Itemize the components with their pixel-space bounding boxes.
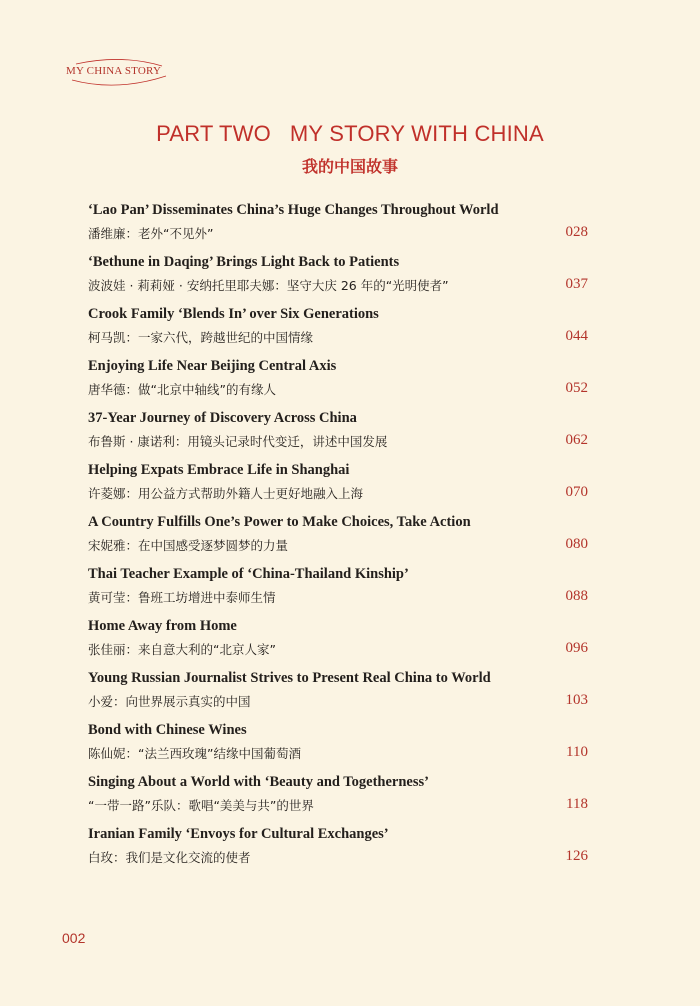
toc-entry[interactable]: [88, 514, 588, 566]
footer-page-number: 002: [62, 930, 86, 946]
toc-entry-chinese-title: 宋妮雅：在中国感受逐梦圆梦的力量: [88, 538, 289, 553]
toc-entry-title: Young Russian Journalist Strives to Present Real China to World: [88, 670, 491, 686]
toc-entry-title: Thai Teacher Example of ‘China-Thailand Kinship’: [88, 566, 409, 582]
toc-entry-chinese-title: 潘维廉：老外“不见外”: [88, 226, 214, 241]
toc-entry-chinese-title: 许菱娜：用公益方式帮助外籍人士更好地融入上海: [88, 486, 364, 501]
toc-entry-chinese-title: 黄可莹：鲁班工坊增进中泰师生情: [88, 590, 276, 605]
toc-entry-chinese-title: 小爱：向世界展示真实的中国: [88, 694, 251, 709]
toc-entry[interactable]: [88, 670, 588, 722]
toc-entry-title: Home Away from Home: [88, 618, 237, 634]
part-title: PART TWO MY STORY WITH CHINA: [156, 121, 544, 146]
logo-text: MY CHINA STORY: [66, 65, 162, 77]
toc-entry-title: Singing About a World with ‘Beauty and Togetherness’: [88, 774, 429, 790]
toc-entry-title: A Country Fulfills One’s Power to Make Choices, Take Action: [88, 514, 471, 530]
toc-entry-title: Crook Family ‘Blends In’ over Six Generations: [88, 306, 379, 322]
toc-entry-title: Enjoying Life Near Beijing Central Axis: [88, 358, 337, 374]
toc-entry-page-number: 110: [566, 744, 588, 760]
toc-entry[interactable]: [88, 202, 588, 254]
toc-entry-page-number: 126: [565, 848, 588, 864]
toc-entry[interactable]: [88, 566, 588, 618]
toc-entry-chinese-title: 陈仙妮：“法兰西玫瑰”结缘中国葡萄酒: [88, 746, 301, 761]
toc-entry-page-number: 080: [565, 536, 588, 552]
toc-entry-title: Bond with Chinese Wines: [88, 722, 247, 738]
toc-entry-chinese-title: 白玫：我们是文化交流的使者: [88, 850, 251, 865]
toc-entry-page-number: 044: [565, 328, 588, 344]
toc-entry[interactable]: [88, 826, 588, 878]
toc-entry-page-number: 103: [565, 692, 588, 708]
toc-entry[interactable]: [88, 254, 588, 306]
toc-entry-title: Iranian Family ‘Envoys for Cultural Exchanges’: [88, 826, 389, 842]
toc-entry-chinese-title: 布鲁斯 · 康诺利：用镜头记录时代变迁，讲述中国发展: [88, 434, 388, 449]
toc-entry-chinese-title: 波波娃 · 莉莉娅 · 安纳托里耶夫娜：坚守大庆 26 年的“光明使者”: [88, 278, 449, 293]
toc-entry-page-number: 070: [565, 484, 588, 500]
toc-entry-title: Helping Expats Embrace Life in Shanghai: [88, 462, 350, 478]
toc-entry-title: ‘Lao Pan’ Disseminates China’s Huge Changes Throughout World: [88, 202, 499, 218]
part-subtitle: 我的中国故事: [301, 157, 398, 176]
toc-entry[interactable]: [88, 410, 588, 462]
toc-entry-chinese-title: 唐华德：做“北京中轴线”的有缘人: [88, 382, 276, 397]
toc-entry-page-number: 088: [565, 588, 588, 604]
toc-entry-page-number: 028: [565, 224, 588, 240]
toc-entry[interactable]: [88, 306, 588, 358]
table-of-contents: [88, 202, 588, 878]
toc-entry-page-number: 052: [565, 380, 588, 396]
toc-entry-title: ‘Bethune in Daqing’ Brings Light Back to Patients: [88, 254, 400, 270]
toc-entry-title: 37-Year Journey of Discovery Across China: [88, 410, 357, 426]
header-logo: [62, 52, 172, 92]
toc-entry-page-number: 118: [566, 796, 588, 812]
toc-entry-chinese-title: 柯马凯：一家六代，跨越世纪的中国情缘: [88, 330, 314, 345]
toc-entry-page-number: 037: [565, 276, 588, 292]
toc-entry-page-number: 062: [565, 432, 588, 448]
toc-entry-chinese-title: “一带一路”乐队：歌唱“美美与共”的世界: [88, 798, 314, 813]
toc-entry-page-number: 096: [565, 640, 588, 656]
toc-entry[interactable]: [88, 618, 588, 670]
toc-entry[interactable]: [88, 462, 588, 514]
toc-entry[interactable]: [88, 722, 588, 774]
toc-entry[interactable]: [88, 358, 588, 410]
toc-entry-chinese-title: 张佳丽：来自意大利的“北京人家”: [88, 642, 276, 657]
toc-entry[interactable]: [88, 774, 588, 826]
